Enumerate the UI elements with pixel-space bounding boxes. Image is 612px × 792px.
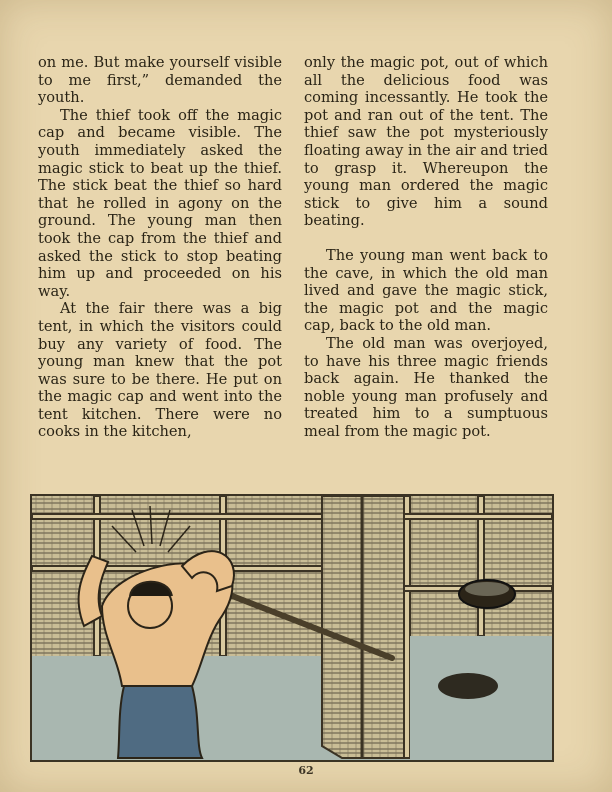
paragraph: At the fair there was a big tent, in which the visitors could buy any variety of food. The young man knew that the pot was sure to be there. He put on the magic cap and went into the tent kitchen. There were no cooks in the kitchen,: [38, 300, 282, 441]
paragraph-gap: [304, 230, 548, 247]
illustration: [30, 494, 554, 762]
thief-beaten-illustration: [32, 496, 552, 760]
paragraph: The young man went back to the cave, in which the old man lived and gave the magic stick, the magic pot and the magic cap, back to the old man.: [304, 246, 548, 335]
page-number: 62: [298, 764, 314, 777]
right-text-column: [304, 54, 548, 440]
paragraph: only the magic pot, out of which all the delicious food was coming incessantly. He took the pot and ran out of the tent. The thief saw the pot mysteriously floating away in the air and tried to grasp it. Whereupon the young man ordered the magic stick to give him a sound beating.: [304, 54, 548, 230]
paragraph: on me. But make yourself visible to me first,” demanded the youth.: [38, 54, 282, 107]
pot-shadow: [438, 673, 498, 699]
paragraph: The old man was overjoyed, to have his three magic friends back again. He thanked the noble young man profusely and treated him to a sumptuous meal from the magic pot.: [304, 334, 548, 440]
left-text-column: [38, 54, 282, 441]
paragraph: The thief took off the magic cap and became visible. The youth immediately asked the magic stick to beat up the thief. The stick beat the thief so hard that he rolled in agony on the ground. The young man then took the cap from the thief and asked the stick to stop beating him up and proceeded on his way.: [38, 106, 282, 300]
